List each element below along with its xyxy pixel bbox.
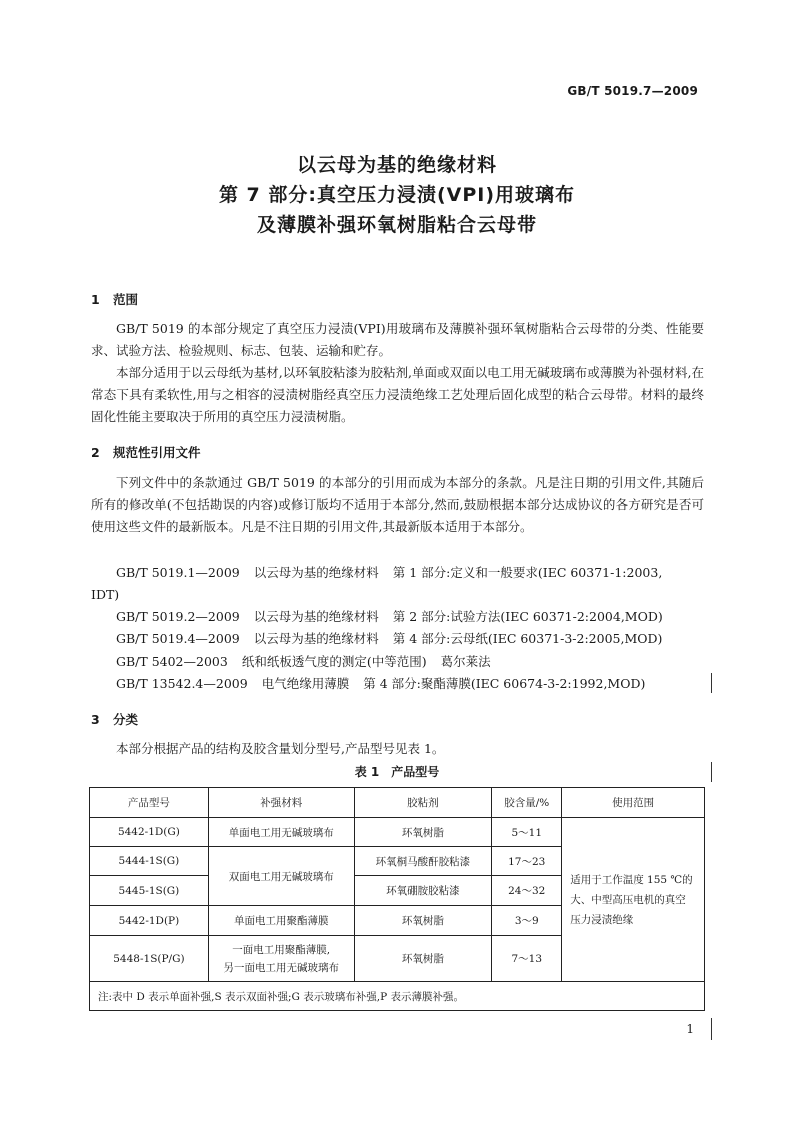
- model-cell: 5442-1D(P): [90, 906, 209, 936]
- reference-title: 以云母为基的绝缘材料: [253, 609, 379, 624]
- section-2-heading: [91, 443, 201, 461]
- reference-item: [116, 651, 491, 673]
- adhesive-cell: 环氧树脂: [354, 906, 492, 936]
- table-row: [90, 818, 705, 847]
- content-cell: 17～23: [492, 847, 562, 876]
- section-title: 范围: [113, 292, 139, 307]
- section-1-heading: [91, 290, 138, 308]
- reference-item-continuation: IDT): [91, 587, 120, 602]
- product-model-table: [89, 787, 705, 1011]
- reference-code: GB/T 5019.2—2009: [116, 609, 240, 624]
- model-cell: 5445-1S(G): [90, 876, 209, 906]
- reference-title: 电气绝缘用薄膜: [261, 676, 350, 691]
- title-line-1: 以云母为基的绝缘材料: [296, 154, 497, 176]
- reference-code: GB/T 13542.4—2009: [116, 676, 248, 691]
- content-cell: 3～9: [492, 906, 562, 936]
- section-number: 3: [91, 712, 100, 727]
- section-2-paragraph-1: 下列文件中的条款通过 GB/T 5019 的本部分的引用而成为本部分的条款。凡是注日期的引用文件,其随后所有的修改单(不包括勘误的内容)或修订版均不适用于本部分,然而,鼓励根据本部分达成协议的各方研究是否可使用这些文件的最新版本。凡是不注日期的引用文件,其最新版本适用于本部分。: [91, 475, 704, 534]
- reinforce-line-2: 另一面电工用无碱玻璃布: [223, 961, 339, 974]
- reference-item: [116, 606, 663, 628]
- reference-title: 以云母为基的绝缘材料: [253, 565, 379, 580]
- column-header: 补强材料: [208, 788, 354, 818]
- reference-item: [116, 628, 662, 650]
- reference-part: 第 4 部分:聚酯薄膜(IEC 60674-3-2:1992,MOD): [363, 676, 646, 691]
- reference-code: GB/T 5402—2003: [116, 654, 228, 669]
- column-header: 产品型号: [90, 788, 209, 818]
- column-header: 胶含量/%: [492, 788, 562, 818]
- margin-change-bar: [711, 673, 712, 693]
- content-cell: 5～11: [492, 818, 562, 847]
- title-line-2: 第 7 部分:真空压力浸渍(VPI)用玻璃布: [218, 184, 576, 206]
- reference-part: 第 2 部分:试验方法(IEC 60371-2:2004,MOD): [392, 609, 663, 624]
- section-number: 2: [91, 445, 100, 460]
- model-cell: 5442-1D(G): [90, 818, 209, 847]
- column-header: 使用范围: [562, 788, 705, 818]
- reinforce-cell: 双面电工用无碱玻璃布: [208, 847, 354, 906]
- reinforce-cell: 单面电工用无碱玻璃布: [208, 818, 354, 847]
- section-1-paragraph-2: 本部分适用于以云母纸为基材,以环氧胶粘漆为胶粘剂,单面或双面以电工用无碱玻璃布或薄膜为补强材料,在常态下具有柔软性,用与之相容的浸渍树脂经真空压力浸渍绝缘工艺处理后固化成型的粘合云母带。材料的最终固化性能主要取决于所用的真空压力浸渍树脂。: [91, 365, 704, 424]
- margin-change-bar: [711, 762, 712, 782]
- table-header-row: [90, 788, 705, 818]
- reinforce-line-1: 一面电工用聚酯薄膜,: [232, 943, 331, 956]
- content-cell: 24～32: [492, 876, 562, 906]
- reference-item: [116, 562, 662, 584]
- section-title: 规范性引用文件: [113, 445, 201, 460]
- reference-code: GB/T 5019.4—2009: [116, 631, 240, 646]
- reference-item: [116, 673, 645, 695]
- document-title: [0, 150, 794, 240]
- adhesive-cell: 环氧桐马酸酐胶粘漆: [354, 847, 492, 876]
- adhesive-cell: 环氧树脂: [354, 818, 492, 847]
- section-title: 分类: [113, 712, 139, 727]
- reference-title: 以云母为基的绝缘材料: [253, 631, 379, 646]
- table-note: 注:表中 D 表示单面补强,S 表示双面补强;G 表示玻璃布补强,P 表示薄膜补强。: [90, 982, 705, 1011]
- reference-part: 葛尔莱法: [440, 654, 491, 669]
- adhesive-cell: 环氧硼胺胶粘漆: [354, 876, 492, 906]
- reference-part: 第 1 部分:定义和一般要求(IEC 60371-1:2003,: [392, 565, 663, 580]
- title-line-3: 及薄膜补强环氧树脂粘合云母带: [256, 214, 537, 236]
- reference-code: GB/T 5019.1—2009: [116, 565, 240, 580]
- page-number: 1: [686, 1022, 694, 1036]
- section-1-paragraph-1: GB/T 5019 的本部分规定了真空压力浸渍(VPI)用玻璃布及薄膜补强环氧树脂粘合云母带的分类、性能要求、试验方法、检验规则、标志、包装、运输和贮存。: [91, 321, 704, 358]
- reinforce-cell: [208, 936, 354, 982]
- standard-code: GB/T 5019.7—2009: [567, 84, 698, 98]
- column-header: 胶粘剂: [354, 788, 492, 818]
- section-number: 1: [91, 292, 100, 307]
- reference-title: 纸和纸板透气度的测定(中等范围): [241, 654, 427, 669]
- model-cell: 5448-1S(P/G): [90, 936, 209, 982]
- content-cell: 7～13: [492, 936, 562, 982]
- table-note-row: [90, 982, 705, 1011]
- adhesive-cell: 环氧树脂: [354, 936, 492, 982]
- reinforce-cell: 单面电工用聚酯薄膜: [208, 906, 354, 936]
- table-title: 表 1 产品型号: [354, 765, 440, 779]
- model-cell: 5444-1S(G): [90, 847, 209, 876]
- section-3-paragraph-1: 本部分根据产品的结构及胶含量划分型号,产品型号见表 1。: [116, 741, 445, 756]
- section-3-heading: [91, 710, 138, 728]
- usage-cell: 适用于工作温度 155 ℃的大、中型高压电机的真空压力浸渍绝缘: [562, 818, 705, 982]
- margin-change-bar: [711, 1018, 712, 1040]
- reference-part: 第 4 部分:云母纸(IEC 60371-3-2:2005,MOD): [392, 631, 663, 646]
